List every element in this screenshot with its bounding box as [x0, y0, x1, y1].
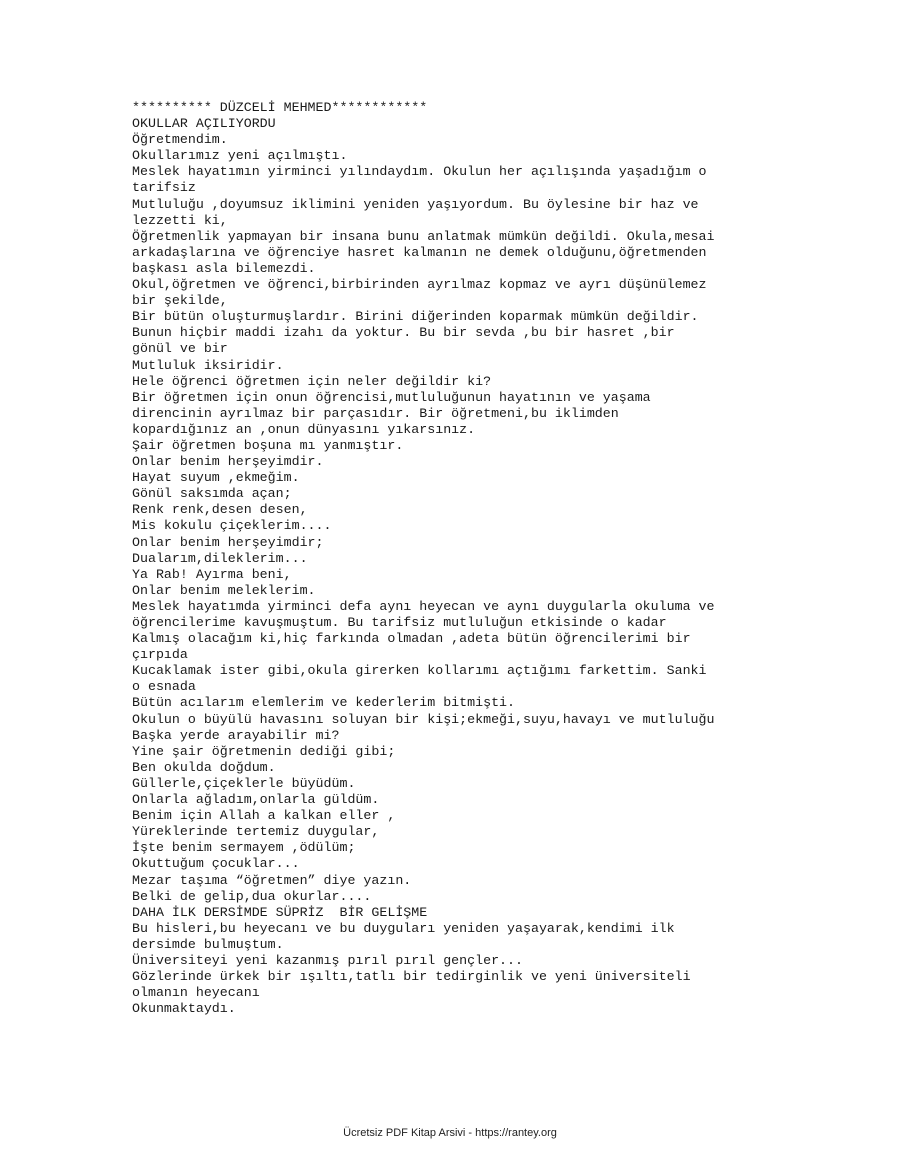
text-line: Bu hisleri,bu heyecanı ve bu duyguları yeniden yaşayarak,kendimi ilk: [132, 920, 675, 936]
text-line: Yüreklerinde tertemiz duygular,: [132, 824, 380, 840]
text-line: Onlar benim meleklerim.: [132, 582, 316, 598]
text-line: Gözlerinde ürkek bir ışıltı,tatlı bir tedirginlik ve yeni üniversiteli: [132, 969, 691, 985]
text-line: Benim için Allah a kalkan eller ,: [132, 808, 396, 824]
text-line: Okulun o büyülü havasını soluyan bir kişi;ekmeği,suyu,havayı ve mutluluğu: [132, 711, 715, 727]
text-line: Okuttuğum çocuklar...: [132, 856, 300, 872]
text-line: Dualarım,dileklerim...: [132, 550, 308, 566]
text-line: Okunmaktaydı.: [132, 1001, 236, 1017]
text-line: Renk renk,desen desen,: [132, 502, 308, 518]
text-line: Bunun hiçbir maddi izahı da yoktur. Bu bir sevda ,bu bir hasret ,bir: [132, 325, 675, 341]
text-line: olmanın heyecanı: [132, 985, 260, 1001]
text-line: Onlar benim herşeyimdir.: [132, 454, 324, 470]
text-line: Güllerle,çiçeklerle büyüdüm.: [132, 775, 356, 791]
text-line: Öğretmenlik yapmayan bir insana bunu anlatmak mümkün değildi. Okula,mesai: [132, 228, 715, 244]
text-line: Öğretmendim.: [132, 132, 228, 148]
text-line: o esnada: [132, 679, 196, 695]
text-line: dersimde bulmuştum.: [132, 936, 284, 952]
text-line: Bir bütün oluşturmuşlardır. Birini diğerinden koparmak mümkün değildir.: [132, 309, 699, 325]
text-line: Yine şair öğretmenin dediği gibi;: [132, 743, 396, 759]
text-line: kopardığınız an ,onun dünyasını yıkarsınız.: [132, 421, 476, 437]
text-line: Okullarımız yeni açılmıştı.: [132, 148, 348, 164]
text-line: Hele öğrenci öğretmen için neler değildir ki?: [132, 373, 492, 389]
text-line: Mezar taşıma “öğretmen” diye yazın.: [132, 872, 412, 888]
text-line: lezzetti ki,: [132, 212, 228, 228]
text-line: Mis kokulu çiçeklerim....: [132, 518, 332, 534]
text-line: Bir öğretmen için onun öğrencisi,mutluluğunun hayatının ve yaşama: [132, 389, 651, 405]
text-line: direncinin ayrılmaz bir parçasıdır. Bir öğretmeni,bu iklimden: [132, 405, 619, 421]
text-line: Kalmış olacağım ki,hiç farkında olmadan ,adeta bütün öğrencilerimi bir: [132, 631, 691, 647]
text-line: Hayat suyum ,ekmeğim.: [132, 470, 300, 486]
text-line: Belki de gelip,dua okurlar....: [132, 888, 372, 904]
text-line: Meslek hayatımın yirminci yılındaydım. Okulun her açılışında yaşadığım o: [132, 164, 707, 180]
text-line: Meslek hayatımda yirminci defa aynı heyecan ve aynı duygularla okuluma ve: [132, 598, 715, 614]
page-footer: Ücretsiz PDF Kitap Arsivi - https://rantey.org: [343, 1127, 557, 1139]
document-body: [132, 100, 792, 1017]
text-line: Bütün acılarım elemlerim ve kederlerim bitmişti.: [132, 695, 516, 711]
text-line: Başka yerde arayabilir mi?: [132, 727, 340, 743]
text-line: arkadaşlarına ve öğrenciye hasret kalmanın ne demek olduğunu,öğretmenden: [132, 244, 707, 260]
text-line: gönül ve bir: [132, 341, 228, 357]
text-line: Üniversiteyi yeni kazanmış pırıl pırıl gençler...: [132, 952, 523, 968]
text-line: Ben okulda doğdum.: [132, 759, 276, 775]
text-line: başkası asla bilemezdi.: [132, 260, 316, 276]
text-line: Onlar benim herşeyimdir;: [132, 534, 324, 550]
text-line: Onlarla ağladım,onlarla güldüm.: [132, 792, 380, 808]
text-line: OKULLAR AÇILIYORDU: [132, 116, 276, 132]
text-line: bir şekilde,: [132, 293, 228, 309]
text-line: Mutluluğu ,doyumsuz iklimini yeniden yaşıyordum. Bu öylesine bir haz ve: [132, 196, 699, 212]
text-line: Mutluluk iksiridir.: [132, 357, 284, 373]
text-line: çırpıda: [132, 647, 188, 663]
text-line: Şair öğretmen boşuna mı yanmıştır.: [132, 437, 404, 453]
text-line: tarifsiz: [132, 180, 196, 196]
text-line: Ya Rab! Ayırma beni,: [132, 566, 292, 582]
text-line: DAHA İLK DERSİMDE SÜPRİZ BİR GELİŞME: [132, 904, 428, 920]
text-line: İşte benim sermayem ,ödülüm;: [132, 840, 356, 856]
text-line: Okul,öğretmen ve öğrenci,birbirinden ayrılmaz kopmaz ve ayrı düşünülemez: [132, 277, 707, 293]
text-line: Gönül saksımda açan;: [132, 486, 292, 502]
text-line: ********** DÜZCELİ MEHMED************: [132, 100, 428, 115]
text-line: Kucaklamak ister gibi,okula girerken kollarımı açtığımı farkettim. Sanki: [132, 663, 707, 679]
text-line: öğrencilerime kavuşmuştum. Bu tarifsiz mutluluğun etkisinde o kadar: [132, 615, 667, 630]
